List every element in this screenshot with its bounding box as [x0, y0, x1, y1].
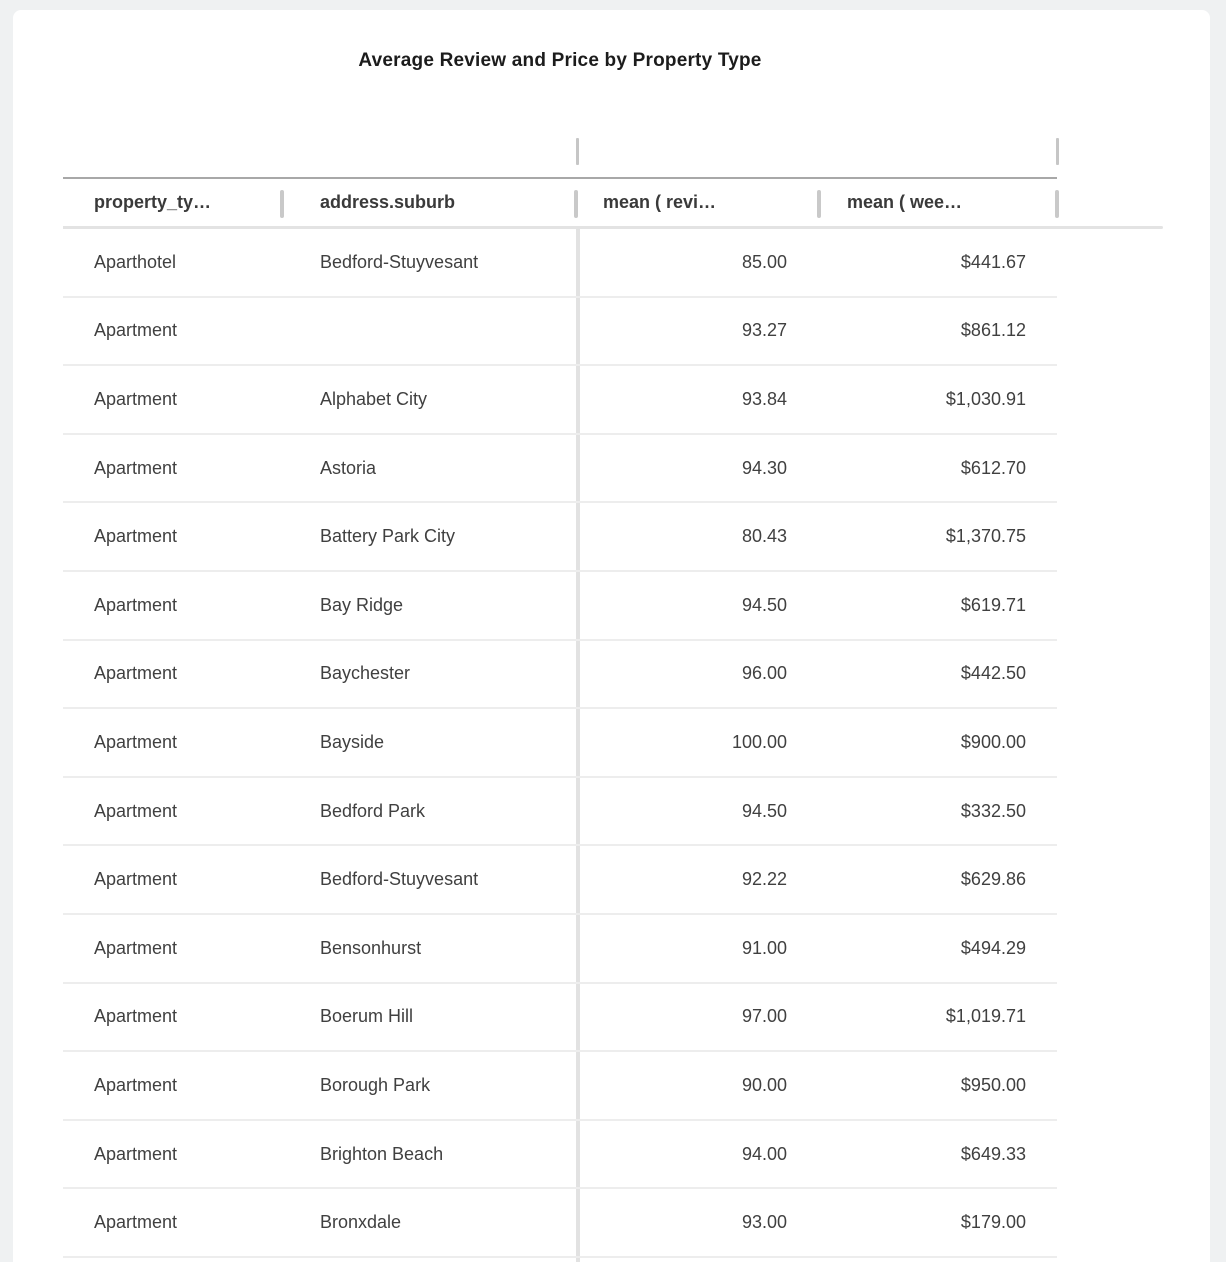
table-cell: Bay Ridge	[320, 594, 404, 615]
table-cell: 94.50	[741, 800, 787, 821]
table-cell: $1,370.75	[945, 526, 1026, 547]
table-cell: Apartment	[94, 800, 178, 821]
column-resize-handle[interactable]	[574, 190, 578, 218]
table-cell: $494.29	[960, 937, 1026, 958]
table-cell: Apartment	[94, 320, 178, 341]
table-cell: Baychester	[320, 663, 411, 684]
table-row	[63, 915, 1057, 984]
column-header-mean-review[interactable]: mean ( revi…	[603, 192, 717, 212]
table-cell: Apartment	[94, 1212, 178, 1233]
table-cell: 96.00	[741, 663, 787, 684]
table-cell: $441.67	[960, 251, 1026, 272]
table-cell: Boerum Hill	[320, 1006, 414, 1027]
table-row	[63, 778, 1057, 847]
table-cell: Bedford Park	[320, 800, 426, 821]
table-row	[63, 572, 1057, 641]
table-cell: Alphabet City	[320, 388, 428, 409]
table-cell: Bayside	[320, 731, 385, 752]
column-header-property-type[interactable]: property_ty…	[94, 192, 212, 212]
table-cell: $950.00	[960, 1074, 1026, 1095]
table-cell: Aparthotel	[94, 251, 177, 272]
table-cell: Apartment	[94, 937, 178, 958]
column-resize-marker[interactable]	[576, 138, 579, 165]
table-cell: $861.12	[960, 320, 1026, 341]
table-cell: 100.00	[731, 731, 787, 752]
table-body	[63, 229, 1057, 1258]
table-cell: Apartment	[94, 663, 178, 684]
chart-title: Average Review and Price by Property Type	[358, 50, 762, 71]
column-header-mean-weekly[interactable]: mean ( wee…	[847, 192, 963, 212]
column-header-address-suburb[interactable]: address.suburb	[320, 192, 456, 212]
table-row	[63, 503, 1057, 572]
table-row	[63, 1189, 1057, 1258]
table-cell	[282, 298, 575, 365]
table-cell: $619.71	[960, 594, 1026, 615]
table-cell: 94.50	[741, 594, 787, 615]
table-cell: Apartment	[94, 1143, 178, 1164]
table-row	[63, 229, 1057, 298]
table-cell: Apartment	[94, 1006, 178, 1027]
table-cell: $900.00	[960, 731, 1026, 752]
table-cell: Brighton Beach	[320, 1143, 444, 1164]
table-row	[63, 435, 1057, 504]
table-cell: Apartment	[94, 594, 178, 615]
table-cell: 85.00	[741, 251, 787, 272]
table-cell: 94.30	[741, 457, 787, 478]
table-cell: Battery Park City	[320, 526, 456, 547]
table-cell: Bensonhurst	[320, 937, 422, 958]
table-cell: 91.00	[741, 937, 787, 958]
table-row	[63, 1052, 1057, 1121]
table-cell: $442.50	[960, 663, 1026, 684]
table-row	[63, 709, 1057, 778]
table-cell: 97.00	[741, 1006, 787, 1027]
table-cell: Bedford-Stuyvesant	[320, 251, 479, 272]
table-cell: $629.86	[960, 869, 1026, 890]
table-row	[63, 366, 1057, 435]
table-cell: Bedford-Stuyvesant	[320, 869, 479, 890]
content-card	[13, 10, 1210, 1262]
table-row	[63, 298, 1057, 367]
table-cell: $179.00	[960, 1212, 1026, 1233]
table-cell: Apartment	[94, 1074, 178, 1095]
column-resize-marker[interactable]	[1056, 138, 1059, 165]
table-cell: Bronxdale	[320, 1212, 402, 1233]
table-row	[63, 641, 1057, 710]
table-header-row	[63, 179, 1057, 226]
column-resize-handle[interactable]	[1055, 190, 1059, 218]
table-cell: 94.00	[741, 1143, 787, 1164]
column-resize-handle[interactable]	[817, 190, 821, 218]
table-cell: Apartment	[94, 457, 178, 478]
table-cell: $1,030.91	[945, 388, 1026, 409]
table-cell: $332.50	[960, 800, 1026, 821]
table-row	[63, 1121, 1057, 1190]
table-cell: Apartment	[94, 869, 178, 890]
table-row	[63, 984, 1057, 1053]
table-cell: 80.43	[741, 526, 787, 547]
table-cell: Apartment	[94, 388, 178, 409]
table-cell: Astoria	[320, 457, 377, 478]
table-cell: 90.00	[741, 1074, 787, 1095]
table-cell: 93.84	[741, 388, 787, 409]
table-cell: Apartment	[94, 731, 178, 752]
table-cell: $649.33	[960, 1143, 1026, 1164]
table-cell: Borough Park	[320, 1074, 431, 1095]
column-resize-handle[interactable]	[280, 190, 284, 218]
table-cell: $612.70	[960, 457, 1026, 478]
table-cell: 93.27	[741, 320, 787, 341]
table-cell: Apartment	[94, 526, 178, 547]
table-row	[63, 846, 1057, 915]
table-cell: $1,019.71	[945, 1006, 1026, 1027]
table-cell: 93.00	[741, 1212, 787, 1233]
table-cell: 92.22	[741, 869, 787, 890]
